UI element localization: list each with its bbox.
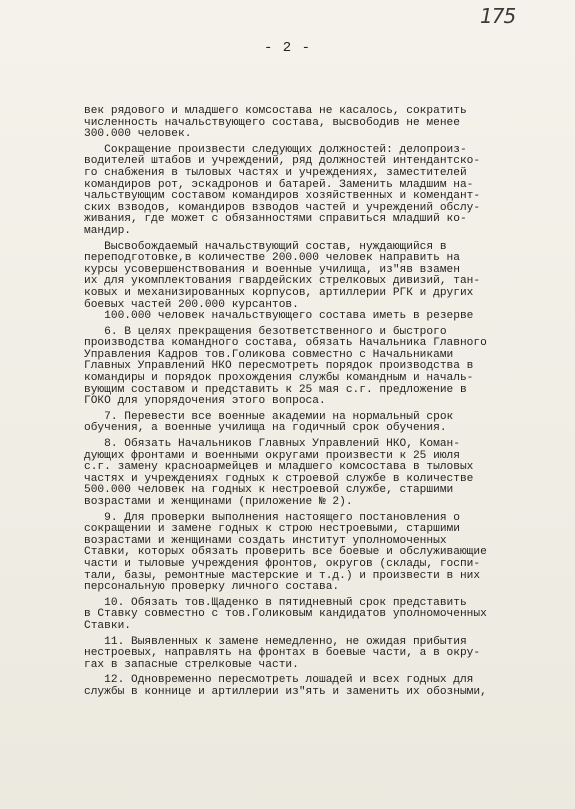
text-line: век рядового и младшего комсостава не касалось, сократить [84,105,467,117]
text-line: Управления Кадров тов.Голикова совместно с Начальниками [84,348,454,361]
text-line: персональную проверку личного состава. [84,581,340,594]
text-line: живания, где может с обязанностями справиться младший ко- [84,213,467,226]
text-line: возрастами и женщинами создать институт уполномоченных [84,534,447,547]
text-line: водителей штабов и учреждений, ряд должностей интендантско- [84,155,481,168]
text-line: курсы усовершенствования и военные училища, из"яв взамен [84,263,460,276]
text-line: боевых частей 200.000 курсантов. [84,298,299,311]
text-line: Сокращение произвести следующих должностей: делопроиз- [84,143,467,156]
text-line: переподготовке,в количестве 200.000 человек направить на [84,252,460,265]
text-line: 10. Обязать тов.Щаденко в пятидневный срок представить [84,596,467,609]
text-line: 300.000 человек. [84,128,192,141]
text-line: сокращении и замене годных к строю нестроевыми, старшими [84,523,460,536]
text-line: ковых и механизированных корпусов, артиллерии РГК и других [84,286,474,299]
text-line: Главных Управлений НКО пересмотреть порядок производства в [84,360,474,373]
archive-page-number: 175 [480,4,516,28]
text-line: возрастами и женщинами (приложение № 2). [84,496,353,508]
text-line: 6. В целях прекращения безответственного и быстрого [84,325,447,338]
text-line: части и тыловые учреждения фронтов, округов (склады, госпи- [84,557,481,570]
text-line: Ставки, которых обязать проверить все боевые и обслуживающие [84,546,487,559]
text-line: их для укомплектования гвардейских стрелковых дивизий, тан- [84,275,481,288]
document-body [84,106,554,699]
text-line: 9. Для проверки выполнения настоящего постановления о [84,511,460,524]
text-line: обучения, а военные училища на годичный срок обучения. [84,422,447,435]
text-line: ГОКО для упорядочения этого вопроса. [84,395,326,408]
text-line: 8. Обязать Начальников Главных Управлений НКО, Коман- [84,438,460,451]
text-line: 12. Одновременно пересмотреть лошадей и всех годных для [84,674,474,687]
text-line: тали, базы, ремонтные мастерские и т.д.) и произвести в них [84,569,481,582]
text-line: дующих фронтами и военными округами произвести к 25 июля [84,449,460,462]
text-line: ских взводов, командиров взводов частей и учреждений обслу- [84,201,481,214]
text-line: командиры и порядок прохождения службы командным и началь- [84,372,474,385]
text-line: в Ставку совместно с тов.Голиковым кандидатов уполномоченных [84,608,487,621]
text-line: нестроевых, направлять на фронтах в боевые части, а в окру- [84,647,481,660]
text-line: Высвобождаемый начальствующий состав, нуждающийся в [84,240,447,253]
text-line: с.г. замену красноармейцев и младшего комсостава в тыловых [84,461,474,474]
text-line: 500.000 человек на годных к нестроевой службе, старшими [84,484,454,497]
text-line: 7. Перевести все военные академии на нормальный срок [84,410,454,423]
text-line: службы в коннице и артиллерии из"ять и заменить их обозными, [84,685,487,698]
page-number: - 2 - [263,40,311,56]
text-line: 11. Выявленных к замене немедленно, не ожидая прибытия [84,635,467,648]
text-line: численность начальствующего состава, высвободив не менее [84,116,460,129]
text-line: гах в запасные стрелковые части. [84,658,299,671]
text-line: командиров рот, эскадронов и батарей. Заменить младшим на- [84,178,474,191]
text-line: производства командного состава, обязать Начальника Главного [84,337,487,350]
text-line: вующим составом и представить к 25 мая с.г. предложение в [84,383,467,396]
text-line: мандир. [84,224,131,237]
text-line: чальствующим составом командиров хозяйственных и комендант- [84,190,481,203]
text-line: частях и учреждениях годных к строевой службе в количестве [84,472,474,485]
text-line: Ставки. [84,619,131,632]
text-line: го снабжения в тыловых частях и учреждениях, заместителей [84,166,467,179]
text-line: 100.000 человек начальствующего состава иметь в резерве [84,310,474,323]
